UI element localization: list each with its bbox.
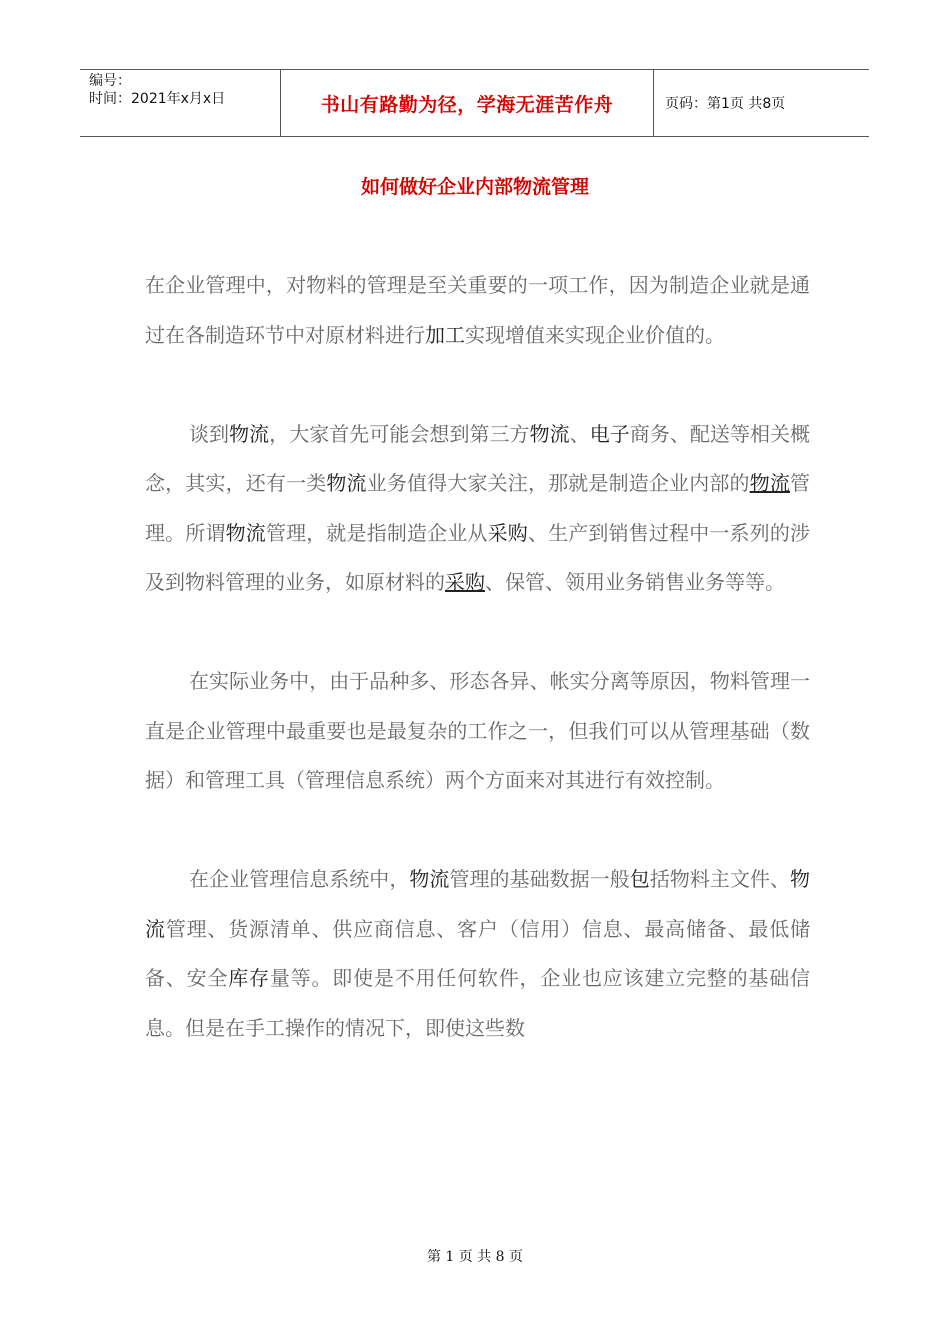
keyword-text: 物流 <box>229 421 270 446</box>
paragraph-text: 谈到 <box>189 421 230 446</box>
time-label: 时间：2021年x月x日 <box>89 91 226 107</box>
document-body <box>145 261 810 1103</box>
paragraph-text: 、 <box>569 421 590 446</box>
paragraph-text: 在实际业务中，由于品种多、形态各异、帐实分离等原因，物料管理一直是企业管理中最重要也是最复杂的工作之一，但我们可以从管理基础（数据）和管理工具（管理信息系统）两个方面来对其进行有效控制。 <box>145 669 810 792</box>
paragraph-text: 括物料主文件、 <box>649 867 791 891</box>
paragraph-text: 在企业管理信息系统中， <box>189 867 410 891</box>
keyword-text: 物流 <box>225 520 266 545</box>
paragraph-4 <box>145 855 810 1053</box>
paragraph-2 <box>145 410 810 608</box>
paragraph-1 <box>145 261 810 360</box>
keyword-link[interactable]: 采购 <box>445 570 485 594</box>
header-motto: 书山有路勤为径，学海无涯苦作舟 <box>281 70 654 136</box>
paragraph-text: 量等。即使是不用任何软件，企业也应该建立完整的基础信息。但是在手工操作的情况下，即使这些数 <box>145 966 811 1040</box>
document-title: 如何做好企业内部物流管理 <box>360 176 589 198</box>
paragraph-text: 业务值得大家关注，那就是制造企业内部的 <box>366 471 750 495</box>
paragraph-text: 、生产到销售过程中一系列的涉及到物料管理的业务，如原材料的 <box>145 520 810 594</box>
keyword-text: 包 <box>629 867 650 891</box>
keyword-text: 物流 <box>326 471 367 495</box>
keyword-text: 电子 <box>589 421 630 446</box>
keyword-text: 物流 <box>145 867 811 941</box>
paragraph-text: ，大家首先可能会想到第三方 <box>269 421 530 446</box>
keyword-text: 物流 <box>409 867 450 891</box>
paragraph-text: 实现增值来实现企业价值的。 <box>465 322 725 347</box>
header-table <box>80 69 869 137</box>
paragraph-text: 管理的基础数据一般 <box>449 867 630 891</box>
keyword-text: 采购 <box>487 520 528 545</box>
keyword-text: 加工 <box>425 322 465 347</box>
paragraph-text: 管理、货源清单、供应商信息、客户（信用）信息、最高储备、最低储备、安全 <box>145 916 811 990</box>
code-label: 编号： <box>89 73 131 89</box>
header-left-cell <box>80 70 281 136</box>
paragraph-text: 管理。所谓 <box>145 471 810 545</box>
page-footer: 第 1 页 共 8 页 <box>426 1249 524 1265</box>
paragraph-text: 管理，就是指制造企业从 <box>265 520 488 545</box>
paragraph-text: 商务、配送等相关概念，其实，还有一类 <box>145 421 811 495</box>
paragraph-text: 、保管、领用业务销售业务等等。 <box>485 570 785 594</box>
header-page-info: 页码：第1页 共8页 <box>665 96 786 112</box>
keyword-text: 库存 <box>228 966 270 990</box>
paragraph-3 <box>145 657 810 806</box>
keyword-text: 物流 <box>529 421 570 446</box>
paragraph-text: 在企业管理中，对物料的管理是至关重要的一项工作，因为制造企业就是通过在各制造环节中对原材料进行 <box>145 273 810 347</box>
keyword-link[interactable]: 物流 <box>749 471 790 495</box>
